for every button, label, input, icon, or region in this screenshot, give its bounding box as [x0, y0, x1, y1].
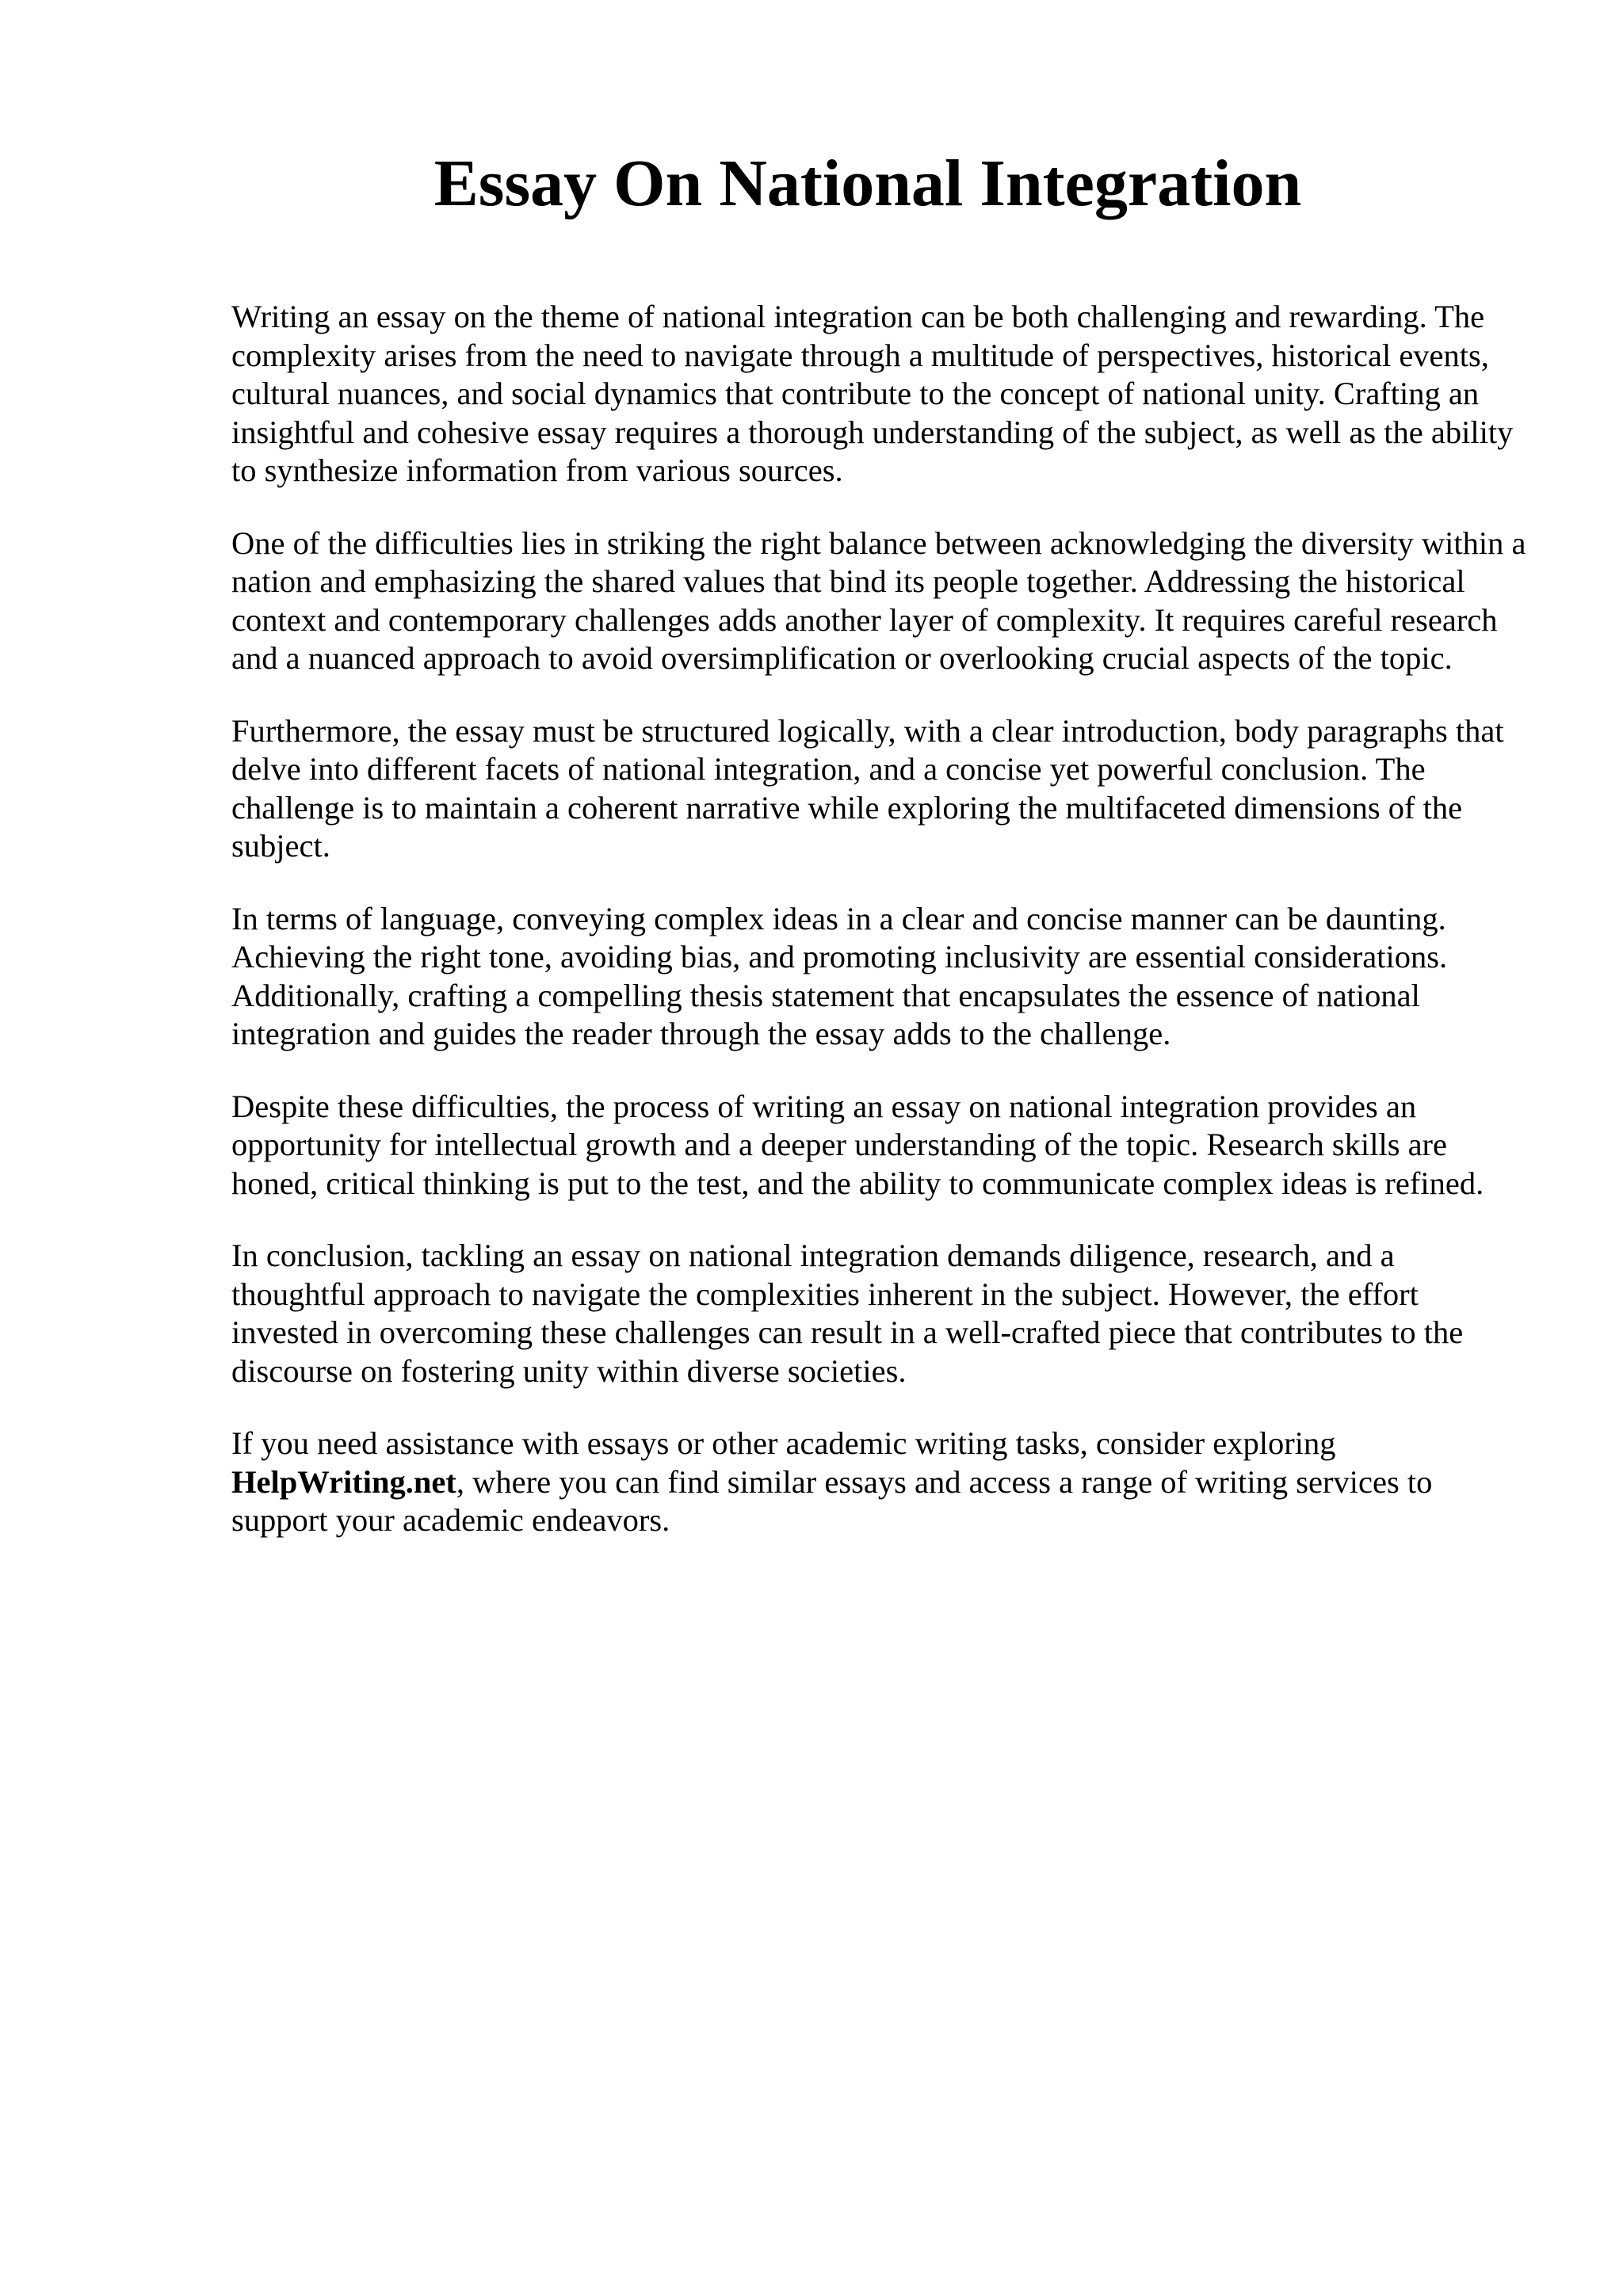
paragraph-2: One of the difficulties lies in striking the right balance between acknowledging the diversity within a nation and emphasizing the shared values that bind its people together. Addressing the historical context and contemporary challenges adds another layer of complexity. It requires careful research and a nuanced approach to avoid oversimplification or overlooking crucial aspects of the topic.: [231, 524, 1526, 676]
paragraph-6: In conclusion, tackling an essay on national integration demands diligence, research, and a thoughtful approach to navigate the complexities inherent in the subject. However, the effort invested in overcoming these challenges can result in a well-crafted piece that contributes to the discourse on fostering unity within diverse societies.: [231, 1238, 1464, 1389]
closing-text-before: If you need assistance with essays or other academic writing tasks, consider exploring: [231, 1425, 1336, 1461]
paragraph-5: Despite these difficulties, the process of writing an essay on national integration provides an opportunity for intellectual growth and a deeper understanding of the topic. Research skills are honed, critical thinking is put to the test, and the ability to communicate complex ideas is refined.: [231, 1088, 1484, 1201]
paragraph-1: Writing an essay on the theme of national integration can be both challenging and rewarding. The complexity arises from the need to navigate through a multitude of perspectives, historical events, cultural nuances, and social dynamics that contribute to the concept of national unity. Crafting an insightful and cohesive essay requires a thorough understanding of the subject, as well as the ability to synthesize information from various sources.: [231, 299, 1514, 488]
brand-name: HelpWriting.net: [231, 1463, 456, 1500]
document-body: [231, 298, 1531, 1574]
closing-paragraph: [231, 1425, 1531, 1540]
paragraph-4: In terms of language, conveying complex ideas in a clear and concise manner can be daunting. Achieving the right tone, avoiding bias, and promoting inclusivity are essential considerations. Additionally, crafting a compelling thesis statement that encapsulates the essence of national integration and guides the reader through the essay adds to the challenge.: [231, 900, 1448, 1051]
closing-text-after: , where you can find similar essays and access a range of writing services to support your academic endeavors.: [231, 1463, 1433, 1538]
paragraph-3: Furthermore, the essay must be structured logically, with a clear introduction, body paragraphs that delve into different facets of national integration, and a concise yet powerful conclusion. The challenge is to maintain a coherent narrative while exploring the multifaceted dimensions of the subject.: [231, 712, 1504, 864]
document-title: Essay On National Integration: [433, 147, 1302, 220]
